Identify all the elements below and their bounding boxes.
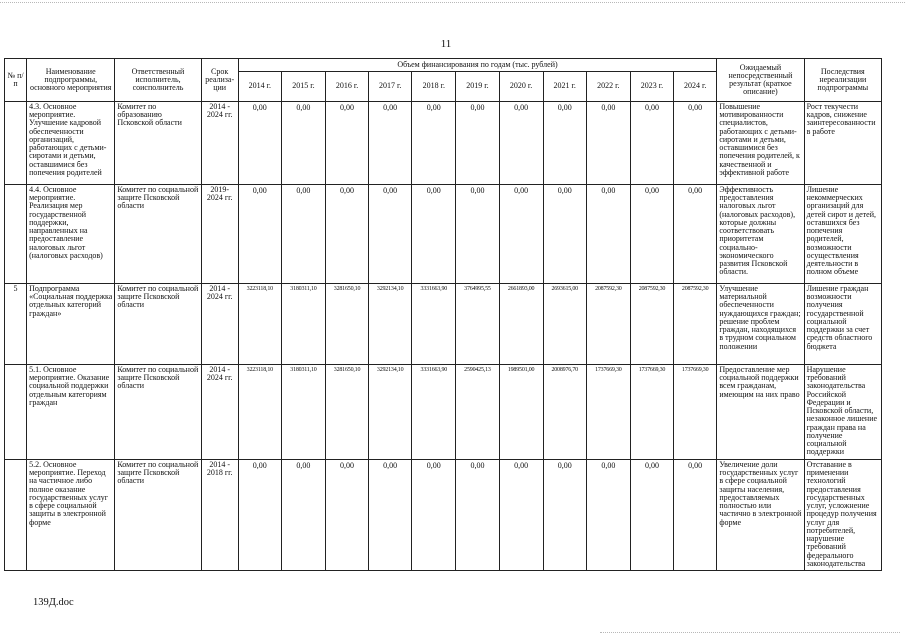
- header-num: № п/п: [5, 59, 27, 102]
- row-value: 0,00: [369, 102, 412, 185]
- row-value: 0,00: [412, 102, 456, 185]
- row-value: 3331663,90: [412, 284, 456, 365]
- row-value: 3223118,10: [238, 284, 281, 365]
- row-value: 3292134,10: [369, 284, 412, 365]
- row-result: Предоставление мер социальной поддержки всем гражданам, имеющим на них право: [717, 365, 804, 460]
- row-consequences: Лишение некоммерческих организаций для детей сирот и детей, оставшихся без попечения родителей, возможности осуществления деятельности в полном объеме: [804, 185, 881, 284]
- row-value: 0,00: [325, 102, 368, 185]
- table-row: [5, 365, 882, 460]
- row-name-text: Подпрограмма «Социальная поддержка отдельных категорий граждан»: [29, 285, 113, 318]
- row-name: [27, 102, 115, 185]
- header-year: 2016 г.: [325, 72, 368, 102]
- header-year: 2021 г.: [543, 72, 586, 102]
- row-value: 2693615,00: [543, 284, 586, 365]
- row-value: 0,00: [630, 102, 673, 185]
- row-result: Улучшение материальной обеспеченности нуждающихся граждан; решение проблем граждан, находящихся в трудном социальном положении: [717, 284, 804, 365]
- row-term: 2014 - 2018 гг.: [201, 460, 238, 571]
- header-year: 2017 г.: [369, 72, 412, 102]
- row-name: [27, 365, 115, 460]
- row-value: 2590425,13: [456, 365, 499, 460]
- row-value: 0,00: [412, 460, 456, 571]
- row-value: 2008976,70: [543, 365, 586, 460]
- row-value: 0,00: [281, 102, 325, 185]
- header-year: 2015 г.: [281, 72, 325, 102]
- row-value: 3764995,55: [456, 284, 499, 365]
- table-row: [5, 185, 882, 284]
- row-value: 0,00: [543, 185, 586, 284]
- table-row: [5, 460, 882, 571]
- row-name-text: 4.3. Основное мероприятие. Улучшение кадровой обеспеченности организаций, работающих с детьми-сиротами и детьми, оставшимися без попечения родителей: [29, 103, 107, 177]
- scan-edge-top: [0, 2, 905, 4]
- table-row: [5, 102, 882, 185]
- row-result: Повышение мотивированности специалистов, работающих с детьми-сиротами и детьми, оставшимися без попечения родителей, к качественной и эффективной работе: [717, 102, 804, 185]
- header-year: 2023 г.: [630, 72, 673, 102]
- row-value: 0,00: [456, 185, 499, 284]
- row-value: 1737669,30: [630, 365, 673, 460]
- row-num: [5, 460, 27, 571]
- row-consequences: Отставание в применении технологий предоставления государственных услуг, усложнение процедур получения услуг для потребителей, нарушение требований федерального законодательства: [804, 460, 881, 571]
- table-row: [5, 284, 882, 365]
- row-name-text: 4.4. Основное мероприятие. Реализация мер государственной поддержки, направленных на предоставление налоговых льгот (налоговых расходов): [29, 186, 103, 260]
- header-term: Срок реализа-ции: [201, 59, 238, 102]
- row-result: Увеличение доли государственных услуг в сфере социальной защиты населения, предоставляемых полностью или частично в электронной форме: [717, 460, 804, 571]
- row-value: 0,00: [543, 460, 586, 571]
- header-year: 2018 г.: [412, 72, 456, 102]
- header-year: 2019 г.: [456, 72, 499, 102]
- row-consequences: Рост текучести кадров, снижение заинтересованности в работе: [804, 102, 881, 185]
- row-value: 0,00: [499, 460, 543, 571]
- row-exec: Комитет по социальной защите Псковской области: [115, 365, 201, 460]
- row-value: 0,00: [543, 102, 586, 185]
- header-result: Ожидаемый непосредственный результат (краткое описание): [717, 59, 804, 102]
- row-value: 1989501,00: [499, 365, 543, 460]
- row-consequences: Нарушение требований законодательства Российской Федерации и Псковской области, незаконное лишение граждан права на получение социальной поддержки: [804, 365, 881, 460]
- row-value: 3281650,10: [325, 284, 368, 365]
- row-value: 0,00: [238, 185, 281, 284]
- header-consequences: Последствия нереализации подпрограммы: [804, 59, 881, 102]
- header-year: 2014 г.: [238, 72, 281, 102]
- row-exec: Комитет по социальной защите Псковской области: [115, 185, 201, 284]
- row-value: 0,00: [238, 460, 281, 571]
- row-term: 2019- 2024 гг.: [201, 185, 238, 284]
- row-value: 1737669,30: [586, 365, 630, 460]
- scan-edge-bottom: [600, 632, 900, 634]
- row-value: 0,00: [412, 185, 456, 284]
- header-year: 2022 г.: [586, 72, 630, 102]
- row-exec: Комитет по социальной защите Псковской области: [115, 460, 201, 571]
- row-value: 3223118,10: [238, 365, 281, 460]
- row-value: 0,00: [238, 102, 281, 185]
- row-value: 0,00: [674, 102, 717, 185]
- row-result: Эффективность предоставления налоговых льгот (налоговых расходов), которые должны соответствовать приоритетам социально-экономического развития Псковской области.: [717, 185, 804, 284]
- row-value: 0,00: [499, 102, 543, 185]
- row-name: [27, 460, 115, 571]
- row-value: 2661893,00: [499, 284, 543, 365]
- row-num: 5: [5, 284, 27, 365]
- page-number: 11: [440, 38, 452, 50]
- row-exec: Комитет по социальной защите Псковской области: [115, 284, 201, 365]
- row-exec: Комитет по образованию Псковской области: [115, 102, 201, 185]
- row-value: 3331663,90: [412, 365, 456, 460]
- row-name: [27, 185, 115, 284]
- row-value: 0,00: [674, 460, 717, 571]
- row-num: [5, 185, 27, 284]
- row-value: 0,00: [630, 460, 673, 571]
- row-value: 0,00: [586, 185, 630, 284]
- header-exec: Ответственный исполнитель, соисполнитель: [115, 59, 201, 102]
- row-value: 2087592,30: [674, 284, 717, 365]
- header-funding: Объем финансирования по годам (тыс. рублей): [238, 59, 717, 72]
- header-year: 2020 г.: [499, 72, 543, 102]
- row-value: 0,00: [281, 185, 325, 284]
- row-value: 0,00: [499, 185, 543, 284]
- row-value: 0,00: [630, 185, 673, 284]
- row-value: 0,00: [369, 460, 412, 571]
- row-value: 0,00: [325, 460, 368, 571]
- row-num: [5, 365, 27, 460]
- row-value: 0,00: [586, 102, 630, 185]
- row-term: 2014 - 2024 гг.: [201, 365, 238, 460]
- row-value: 0,00: [325, 185, 368, 284]
- row-value: 3292134,10: [369, 365, 412, 460]
- row-name-text: 5.2. Основное мероприятие. Переход на частичное либо полное оказание государственных услуг в сфере социальной защиты в электронной форме: [29, 461, 108, 527]
- row-num: [5, 102, 27, 185]
- row-value: 3281650,10: [325, 365, 368, 460]
- funding-table: [4, 58, 882, 571]
- row-name: [27, 284, 115, 365]
- row-value: 2087592,30: [630, 284, 673, 365]
- row-value: 0,00: [456, 460, 499, 571]
- row-value: 3180311,10: [281, 365, 325, 460]
- row-value: 1737669,30: [674, 365, 717, 460]
- row-value: 2087592,30: [586, 284, 630, 365]
- row-value: 0,00: [281, 460, 325, 571]
- row-term: 2014 - 2024 гг.: [201, 102, 238, 185]
- row-value: 0,00: [456, 102, 499, 185]
- row-value: 3180311,10: [281, 284, 325, 365]
- row-value: 0,00: [674, 185, 717, 284]
- file-name-footer: 139Д.doc: [33, 597, 74, 608]
- row-value: 0,00: [586, 460, 630, 571]
- row-consequences: Лишение граждан возможности получения государственной социальной поддержки за счет средств областного бюджета: [804, 284, 881, 365]
- header-name: Наименование подпрограммы, основного мероприятия: [27, 59, 115, 102]
- row-value: 0,00: [369, 185, 412, 284]
- row-name-text: 5.1. Основное мероприятие. Оказание социальной поддержки отдельным категориям граждан: [29, 366, 110, 407]
- header-year: 2024 г.: [674, 72, 717, 102]
- row-term: 2014 - 2024 гг.: [201, 284, 238, 365]
